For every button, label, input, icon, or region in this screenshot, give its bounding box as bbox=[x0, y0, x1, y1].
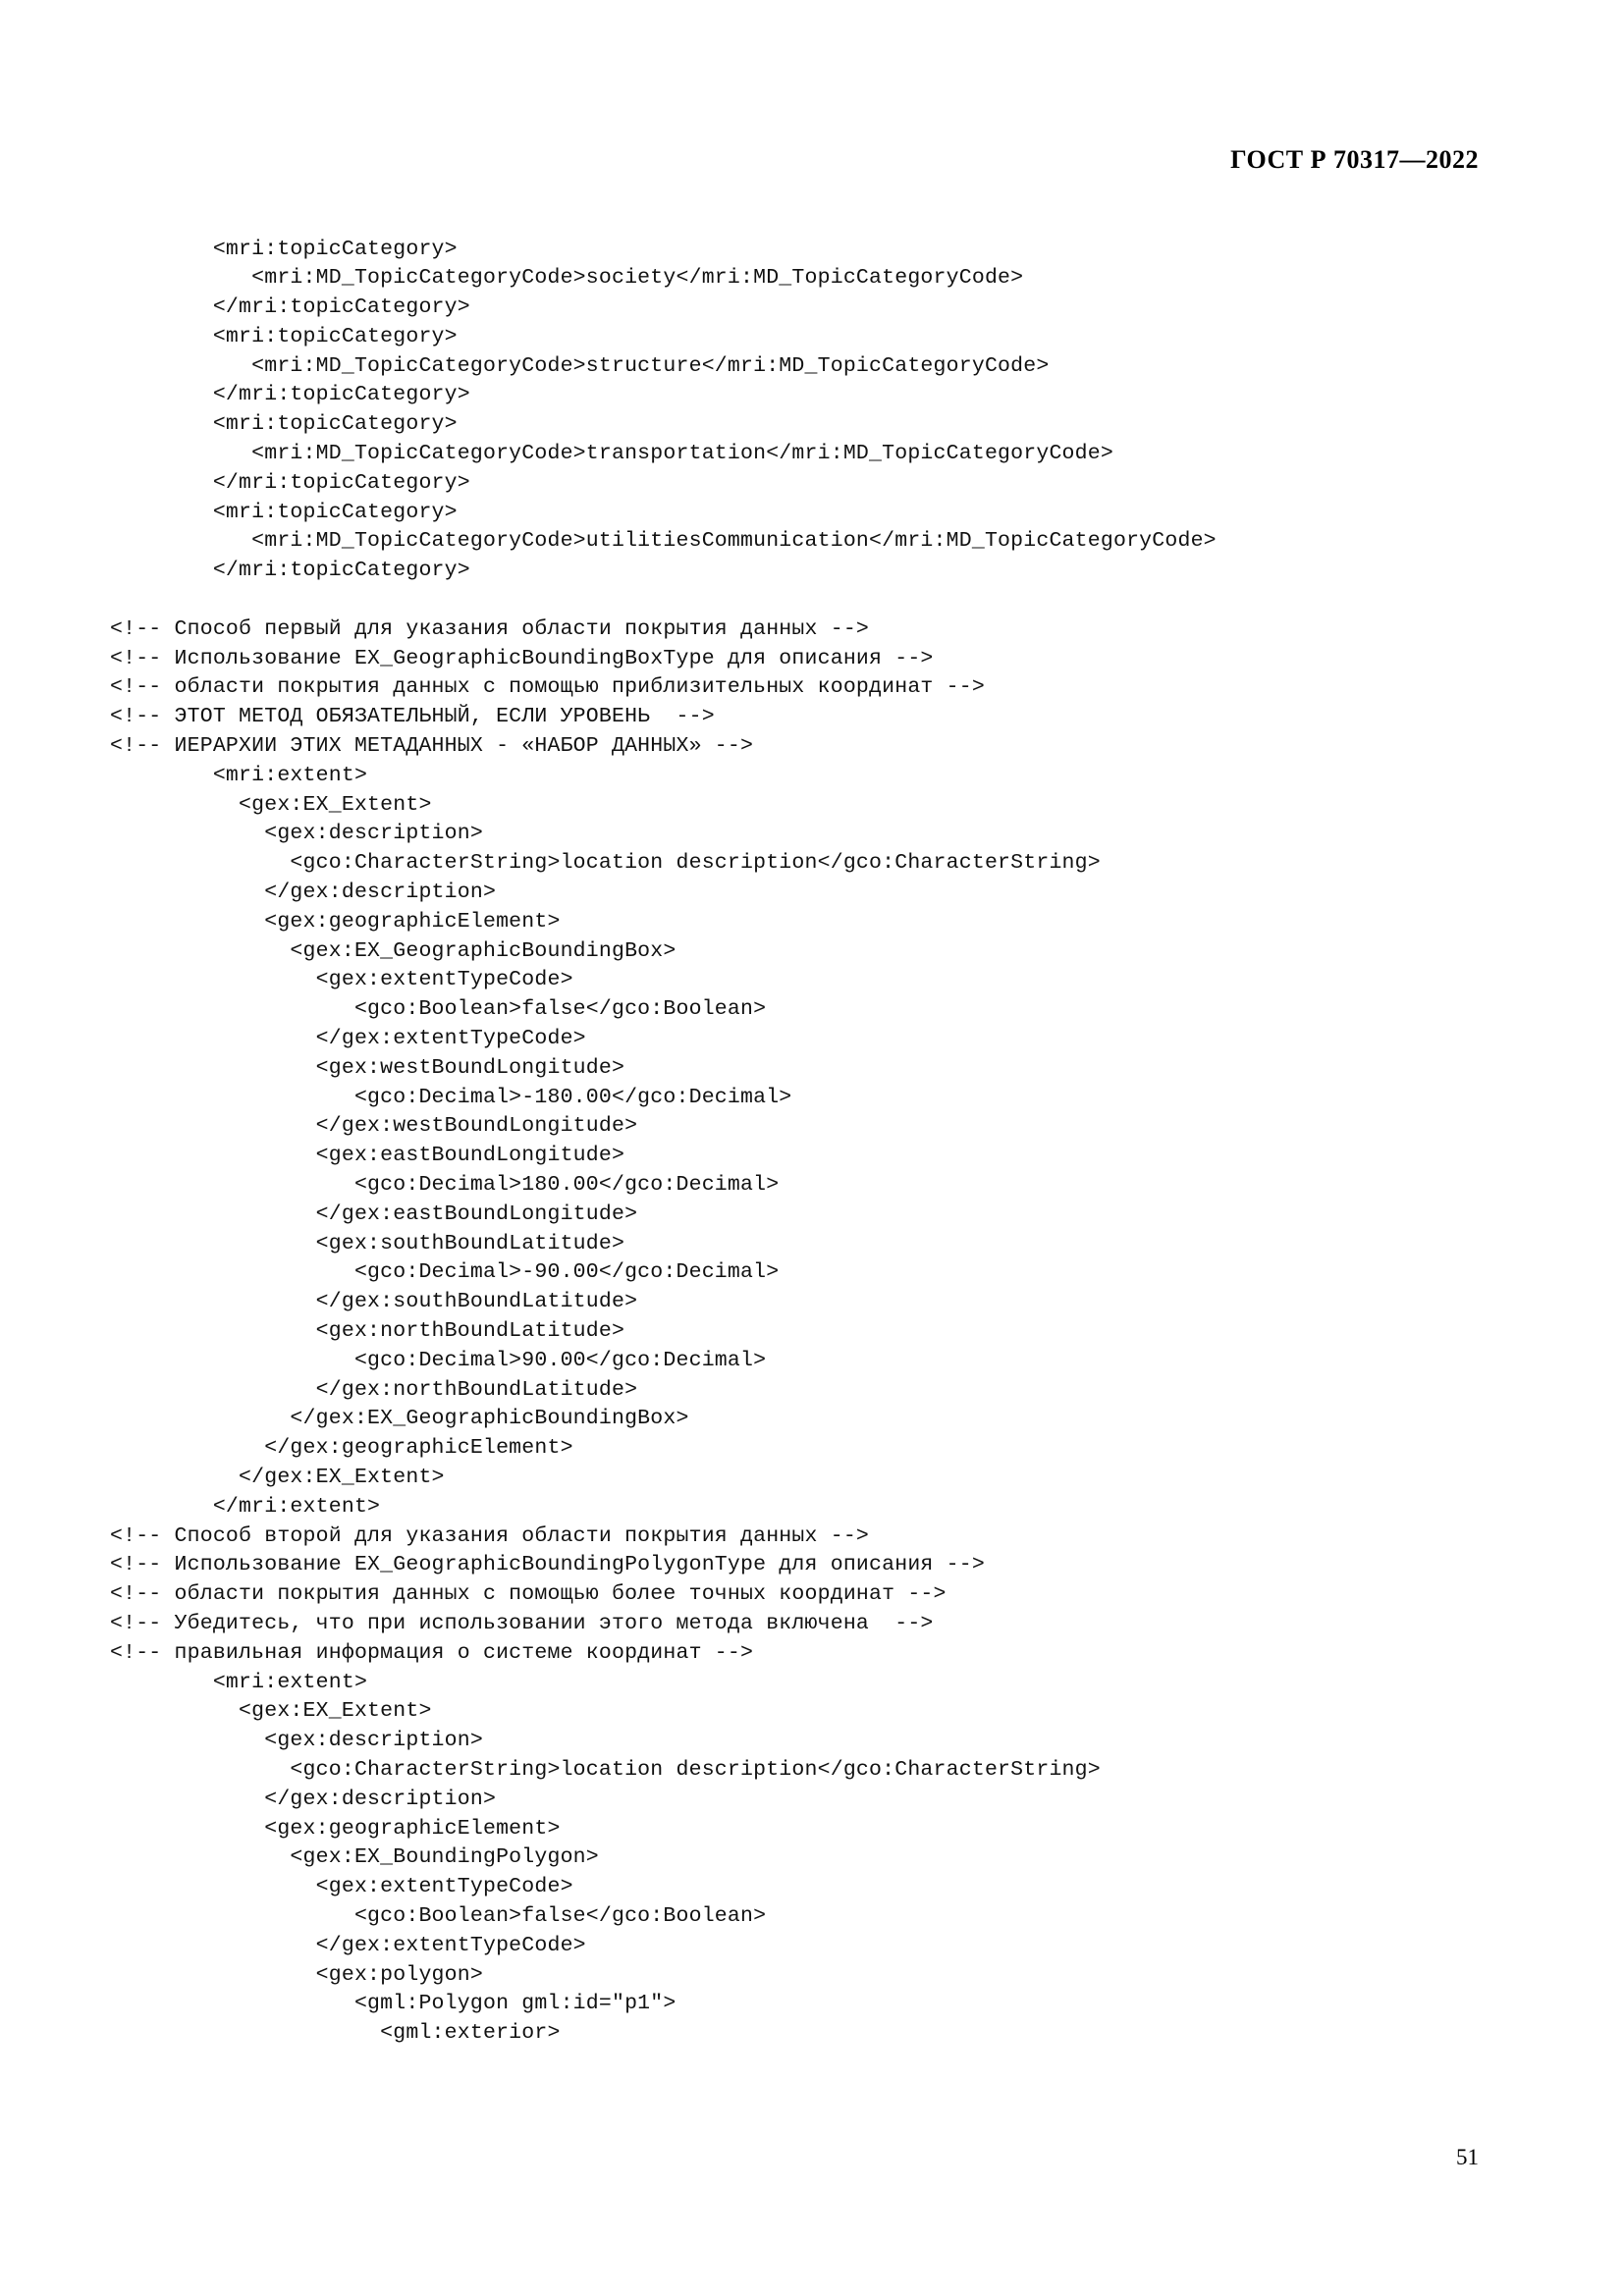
code-line: </gex:description> bbox=[110, 1787, 497, 1811]
code-line: <mri:topicCategory> bbox=[110, 500, 458, 524]
code-line: <!-- правильная информация о системе координат --> bbox=[110, 1640, 754, 1665]
code-line: <mri:MD_TopicCategoryCode>transportation</mri:MD_TopicCategoryCode> bbox=[110, 442, 1113, 466]
code-line: <gco:CharacterString>location description</gco:CharacterString> bbox=[110, 1757, 1101, 1782]
code-line: <gco:CharacterString>location description</gco:CharacterString> bbox=[110, 851, 1101, 876]
code-line: </mri:topicCategory> bbox=[110, 559, 470, 583]
code-line: <gml:Polygon gml:id="p1"> bbox=[110, 1992, 677, 2016]
code-line: <mri:topicCategory> bbox=[110, 412, 458, 437]
code-line: <gex:description> bbox=[110, 822, 483, 846]
code-line: </gex:westBoundLongitude> bbox=[110, 1114, 638, 1139]
code-line: <mri:extent> bbox=[110, 1670, 368, 1694]
code-line: </gex:EX_GeographicBoundingBox> bbox=[110, 1407, 689, 1431]
code-line: <gex:geographicElement> bbox=[110, 909, 561, 934]
code-line: </mri:extent> bbox=[110, 1494, 381, 1519]
code-line: </mri:topicCategory> bbox=[110, 470, 470, 495]
code-line: <!-- области покрытия данных с помощью более точных координат --> bbox=[110, 1582, 947, 1607]
code-line: </gex:extentTypeCode> bbox=[110, 1933, 586, 1957]
code-line: <gex:geographicElement> bbox=[110, 1816, 561, 1841]
code-line: <gco:Boolean>false</gco:Boolean> bbox=[110, 1903, 767, 1928]
code-line: <!-- ЭТОТ МЕТОД ОБЯЗАТЕЛЬНЫЙ, ЕСЛИ УРОВЕНЬ --> bbox=[110, 705, 715, 729]
code-line: <mri:extent> bbox=[110, 763, 368, 787]
code-line: </gex:description> bbox=[110, 881, 497, 905]
code-line: <!-- Использование EX_GeographicBoundingBoxType для описания --> bbox=[110, 646, 934, 670]
code-line: <gex:EX_Extent> bbox=[110, 792, 432, 817]
xml-code-listing bbox=[110, 236, 1526, 2049]
code-line: </gex:geographicElement> bbox=[110, 1436, 573, 1461]
code-line: <gex:polygon> bbox=[110, 1962, 483, 1987]
code-line: <!-- Убедитесь, что при использовании этого метода включена --> bbox=[110, 1611, 934, 1635]
code-line: </gex:northBoundLatitude> bbox=[110, 1377, 638, 1402]
code-line: <gco:Decimal>90.00</gco:Decimal> bbox=[110, 1348, 767, 1372]
code-line: <gex:description> bbox=[110, 1729, 483, 1753]
code-line: <gex:EX_Extent> bbox=[110, 1699, 432, 1724]
code-line: </gex:southBoundLatitude> bbox=[110, 1290, 638, 1314]
code-line: <gex:extentTypeCode> bbox=[110, 968, 573, 992]
code-line: <gco:Decimal>-90.00</gco:Decimal> bbox=[110, 1260, 780, 1285]
code-line: <!-- области покрытия данных с помощью приблизительных координат --> bbox=[110, 675, 985, 700]
code-line: <gex:EX_GeographicBoundingBox> bbox=[110, 938, 677, 963]
code-line: <mri:topicCategory> bbox=[110, 237, 458, 261]
code-line: <mri:MD_TopicCategoryCode>society</mri:MD_TopicCategoryCode> bbox=[110, 266, 1024, 291]
page-header-standard-title: ГОСТ Р 70317—2022 bbox=[1230, 145, 1479, 174]
code-line: <!-- Способ первый для указания области покрытия данных --> bbox=[110, 616, 870, 641]
code-line: <mri:topicCategory> bbox=[110, 324, 458, 348]
code-line: <gco:Decimal>180.00</gco:Decimal> bbox=[110, 1173, 780, 1197]
code-line: <gex:northBoundLatitude> bbox=[110, 1318, 625, 1343]
code-line: <!-- Использование EX_GeographicBoundingPolygonType для описания --> bbox=[110, 1553, 985, 1577]
code-line: <gco:Decimal>-180.00</gco:Decimal> bbox=[110, 1085, 792, 1109]
page-number: 51 bbox=[1456, 2145, 1479, 2169]
code-line: </gex:EX_Extent> bbox=[110, 1465, 445, 1489]
code-line: <!-- ИЕРАРХИИ ЭТИХ МЕТАДАННЫХ - «НАБОР ДАННЫХ» --> bbox=[110, 734, 754, 759]
code-line: <gex:southBoundLatitude> bbox=[110, 1231, 625, 1255]
code-line: <mri:MD_TopicCategoryCode>utilitiesCommunication</mri:MD_TopicCategoryCode> bbox=[110, 529, 1217, 554]
code-line: <gex:westBoundLongitude> bbox=[110, 1055, 625, 1080]
code-line: <gml:exterior> bbox=[110, 2021, 561, 2046]
code-line: <gex:extentTypeCode> bbox=[110, 1875, 573, 1899]
code-line: <mri:MD_TopicCategoryCode>structure</mri:MD_TopicCategoryCode> bbox=[110, 353, 1050, 378]
code-line: <gex:EX_BoundingPolygon> bbox=[110, 1845, 599, 1870]
code-line bbox=[110, 586, 1526, 615]
code-line: <gex:eastBoundLongitude> bbox=[110, 1144, 625, 1168]
code-line: </gex:extentTypeCode> bbox=[110, 1027, 586, 1051]
code-line: </gex:eastBoundLongitude> bbox=[110, 1201, 638, 1226]
code-line: </mri:topicCategory> bbox=[110, 383, 470, 407]
code-line: </mri:topicCategory> bbox=[110, 295, 470, 320]
code-line: <!-- Способ второй для указания области покрытия данных --> bbox=[110, 1523, 870, 1548]
code-line: <gco:Boolean>false</gco:Boolean> bbox=[110, 997, 767, 1022]
